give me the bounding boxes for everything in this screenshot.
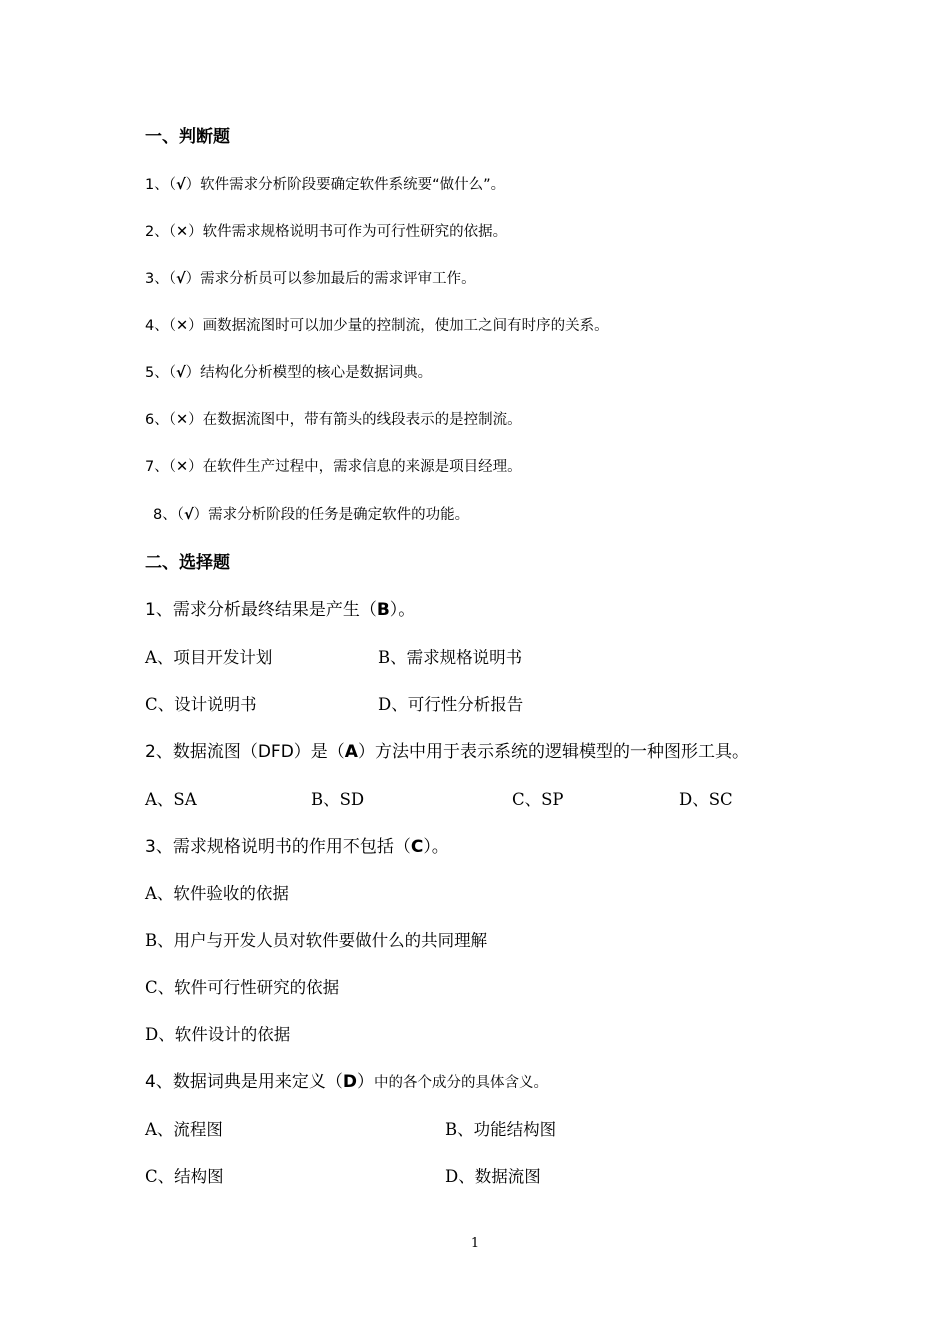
- question-text: 需求规格说明书的作用不包括（: [172, 837, 411, 857]
- q3-option-d: D、软件设计的依据: [145, 1025, 291, 1044]
- q1-option-c: C、设计说明书: [145, 695, 257, 714]
- item-text: 需求分析员可以参加最后的需求评审工作。: [200, 271, 476, 287]
- tf-item-8: 8、（√）需求分析阶段的任务是确定软件的功能。: [153, 507, 470, 523]
- item-text: 软件需求分析阶段要确定软件系统要“做什么”。: [200, 177, 506, 193]
- question-answer: C: [410, 837, 424, 857]
- question-text-tail: 中的各个成分的具体含义。: [373, 1075, 548, 1091]
- question-text: 需求分析最终结果是产生（: [172, 600, 377, 620]
- answer-mark: √: [175, 271, 186, 287]
- page-number: 1: [470, 1236, 480, 1251]
- q2-option-b: B、SD: [311, 790, 365, 809]
- tf-item-4: 4、（✕）画数据流图时可以加少量的控制流，使加工之间有时序的关系。: [145, 318, 609, 334]
- choice-question-2: 2、数据流图（DFD）是（A）方法中用于表示系统的逻辑模型的一种图形工具。: [145, 742, 749, 762]
- q2-option-a: A、SA: [145, 790, 197, 809]
- answer-mark: √: [183, 507, 194, 523]
- q1-option-a: A、项目开发计划: [145, 648, 273, 667]
- question-number: 4、: [145, 1072, 173, 1092]
- answer-mark: √: [175, 365, 186, 381]
- question-number: 3、: [145, 837, 173, 857]
- tf-item-6: 6、（✕）在数据流图中，带有箭头的线段表示的是控制流。: [145, 412, 522, 428]
- q4-option-b: B、功能结构图: [445, 1120, 557, 1139]
- item-number: 3、: [145, 271, 169, 287]
- q3-option-b: B、用户与开发人员对软件要做什么的共同理解: [145, 931, 488, 950]
- q4-option-a: A、流程图: [145, 1120, 223, 1139]
- question-answer: B: [376, 600, 390, 620]
- item-number: 5、: [145, 365, 169, 381]
- q1-option-b: B、需求规格说明书: [378, 648, 523, 667]
- question-text: 数据词典是用来定义（: [172, 1072, 343, 1092]
- choice-question-3: 3、需求规格说明书的作用不包括（C）。: [145, 837, 449, 857]
- item-text: 画数据流图时可以加少量的控制流，使加工之间有时序的关系。: [202, 318, 609, 334]
- item-number: 1、: [145, 177, 169, 193]
- tf-item-3: 3、（√）需求分析员可以参加最后的需求评审工作。: [145, 271, 476, 287]
- section-heading-choice: 二、选择题: [145, 553, 230, 573]
- tf-item-2: 2、（✕）软件需求规格说明书可作为可行性研究的依据。: [145, 224, 508, 240]
- section-heading-judgment: 一、判断题: [145, 127, 230, 147]
- item-text: 需求分析阶段的任务是确定软件的功能。: [208, 507, 470, 523]
- question-number: 1、: [145, 600, 173, 620]
- answer-mark: ✕: [175, 318, 189, 334]
- tf-item-5: 5、（√）结构化分析模型的核心是数据词典。: [145, 365, 433, 381]
- q4-option-c: C、结构图: [145, 1167, 224, 1186]
- choice-question-1: 1、需求分析最终结果是产生（B）。: [145, 600, 416, 620]
- question-answer: D: [342, 1072, 357, 1092]
- q2-option-d: D、SC: [679, 790, 733, 809]
- item-text: 结构化分析模型的核心是数据词典。: [200, 365, 433, 381]
- question-text: 数据流图（DFD）是（: [172, 742, 345, 762]
- question-number: 2、: [145, 742, 173, 762]
- item-number: 8、: [153, 507, 177, 523]
- answer-mark: ✕: [175, 412, 189, 428]
- tf-item-7: 7、（✕）在软件生产过程中，需求信息的来源是项目经理。: [145, 459, 522, 475]
- item-number: 7、: [145, 459, 169, 475]
- item-number: 4、: [145, 318, 169, 334]
- q1-option-d: D、可行性分析报告: [378, 695, 524, 714]
- q3-option-a: A、软件验收的依据: [145, 884, 289, 903]
- answer-mark: √: [175, 177, 186, 193]
- item-text: 软件需求规格说明书可作为可行性研究的依据。: [202, 224, 508, 240]
- answer-mark: ✕: [175, 459, 189, 475]
- item-number: 2、: [145, 224, 169, 240]
- q3-option-c: C、软件可行性研究的依据: [145, 978, 340, 997]
- item-text: 在数据流图中，带有箭头的线段表示的是控制流。: [202, 412, 522, 428]
- choice-question-4: 4、数据词典是用来定义（D）中的各个成分的具体含义。: [145, 1072, 548, 1092]
- q4-option-d: D、数据流图: [445, 1167, 541, 1186]
- item-number: 6、: [145, 412, 169, 428]
- tf-item-1: 1、（√）软件需求分析阶段要确定软件系统要“做什么”。: [145, 177, 506, 193]
- answer-mark: ✕: [175, 224, 189, 240]
- question-answer: A: [344, 742, 358, 762]
- item-text: 在软件生产过程中，需求信息的来源是项目经理。: [202, 459, 522, 475]
- q2-option-c: C、SP: [512, 790, 564, 809]
